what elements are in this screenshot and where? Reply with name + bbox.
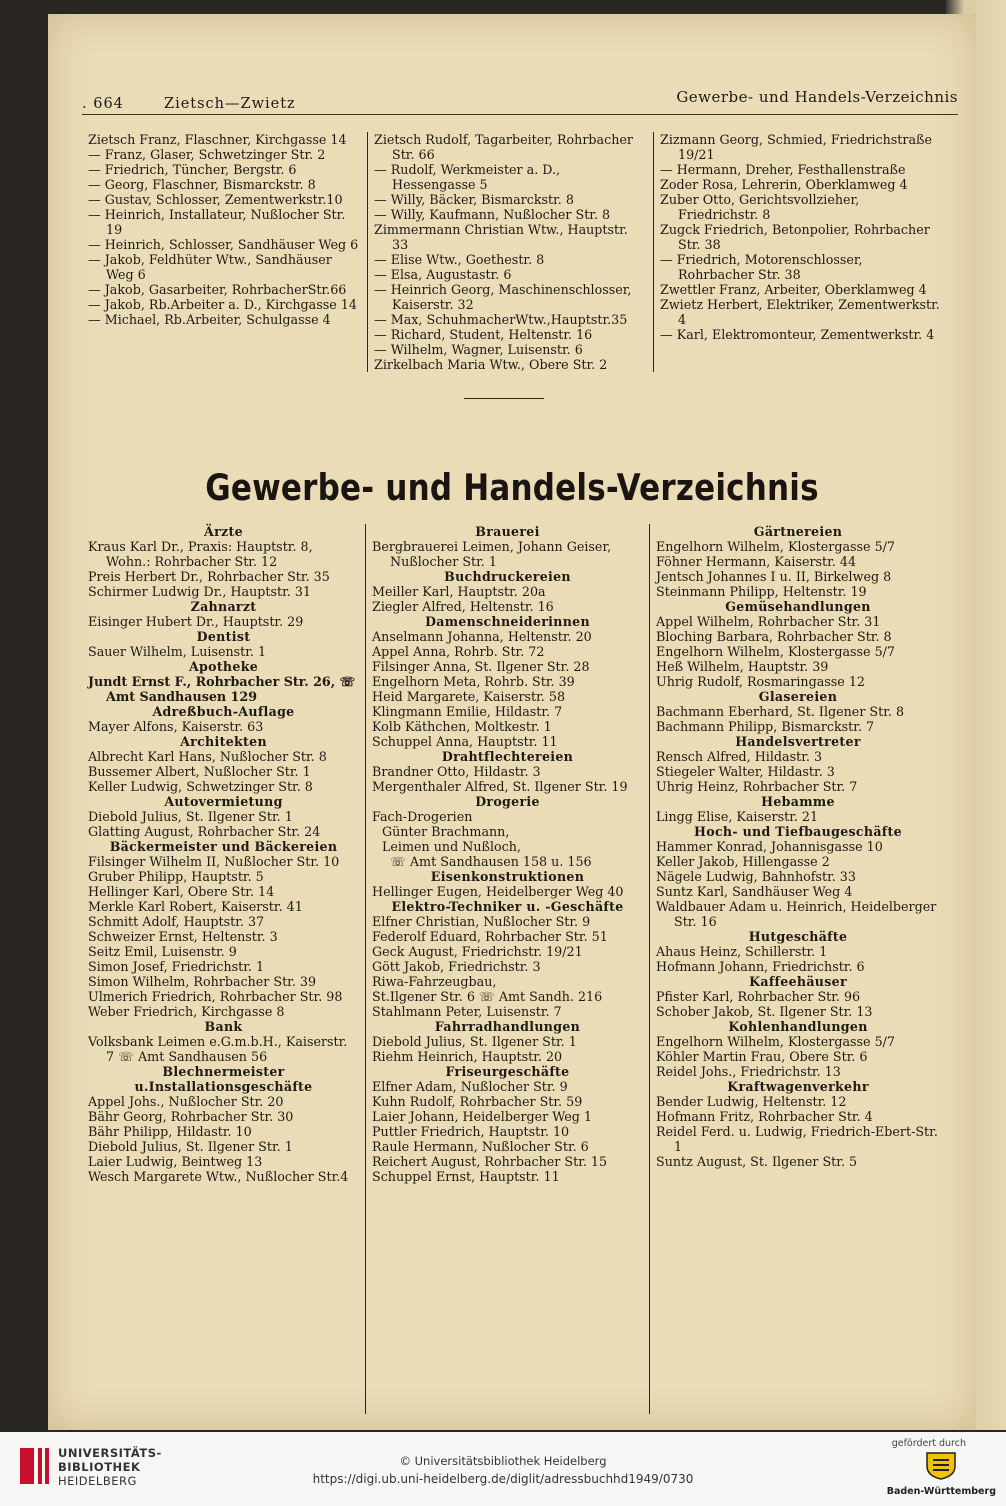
directory-col-3 [650,524,946,1414]
category-heading: Dentist [196,629,251,644]
business-entry: Ahaus Heinz, Schillerstr. 1 [656,944,828,959]
business-entry: Preis Herbert Dr., Rohrbacher Str. 35 [88,569,330,584]
business-entry: Glatting August, Rohrbacher Str. 24 [88,824,321,839]
resident-entry: Zimmermann Christian Wtw., Hauptstr. 33 [374,222,628,252]
business-entry: Appel Johs., Nußlocher Str. 20 [88,1094,284,1109]
business-entry: Schirmer Ludwig Dr., Hauptstr. 31 [88,584,311,599]
category-heading: Handelsvertreter [735,734,861,749]
resident-entry: — Max, SchuhmacherWtw.,Hauptstr.35 [374,312,628,327]
business-entry: Jundt Ernst F., Rohrbacher Str. 26, ☏ Amt Sandhausen 129 [88,674,356,704]
resident-entry: — Heinrich, Schlosser, Sandhäuser Weg 6 [88,237,359,252]
section-divider [464,398,544,399]
category-heading: Gärtnereien [753,524,843,539]
business-entry: Pfister Karl, Rohrbacher Str. 96 [656,989,861,1004]
business-entry: Reidel Ferd. u. Ludwig, Friedrich-Ebert-Str. 1 [656,1124,938,1154]
business-entry: Elfner Christian, Nußlocher Str. 9 [372,914,591,929]
business-entry: Heß Wilhelm, Hauptstr. 39 [656,659,829,674]
business-entry: Uhrig Heinz, Rohrbacher Str. 7 [656,779,858,794]
business-entry: Federolf Eduard, Rohrbacher Str. 51 [372,929,608,944]
directory-col-1 [82,524,366,1414]
category-heading: Gemüsehandlungen [725,599,871,614]
business-entry: Bloching Barbara, Rohrbacher Str. 8 [656,629,892,644]
category-heading: Hebamme [761,794,835,809]
resident-entry: — Karl, Elektromonteur, Zementwerkstr. 4 [660,327,935,342]
category-heading: Ärzte [204,524,243,539]
business-entry: Reichert August, Rohrbacher Str. 15 [372,1154,608,1169]
resident-entry: — Georg, Flaschner, Bismarckstr. 8 [88,177,316,192]
business-entry: Fach-Drogerien [372,809,473,824]
business-entry: Bähr Philipp, Hildastr. 10 [88,1124,252,1139]
library-name-line1: UNIVERSITÄTS- [58,1446,162,1460]
business-entry: Riwa-Fahrzeugbau, [372,974,497,989]
business-entry: Stahlmann Peter, Luisenstr. 7 [372,1004,562,1019]
category-heading: Apotheke [188,659,259,674]
business-entry: St.Ilgener Str. 6 ☏ Amt Sandh. 216 [372,989,603,1004]
left-running-head: Zietsch—Zwietz [164,96,296,112]
category-heading: Elektro-Techniker u. -Geschäfte [391,899,624,914]
resident-entry: — Elise Wtw., Goethestr. 8 [374,252,545,267]
category-heading: Fahrradhandlungen [434,1019,581,1034]
category-heading: Drogerie [475,794,540,809]
resident-entry: — Richard, Student, Heltenstr. 16 [374,327,593,342]
bw-coat-of-arms-icon [924,1450,958,1480]
business-entry: Hofmann Johann, Friedrichstr. 6 [656,959,865,974]
business-entry: Klingmann Emilie, Hildastr. 7 [372,704,563,719]
business-entry: Reidel Johs., Friedrichstr. 13 [656,1064,841,1079]
business-entry: Simon Josef, Friedrichstr. 1 [88,959,265,974]
business-entry: Kuhn Rudolf, Rohrbacher Str. 59 [372,1094,583,1109]
business-entry: Lingg Elise, Kaiserstr. 21 [656,809,819,824]
resident-entry: — Heinrich Georg, Maschinenschlosser, Kaiserstr. 32 [374,282,632,312]
copyright-text: © Universitätsbibliothek Heidelberg [399,1454,607,1468]
footer-bar [0,1432,1006,1506]
category-heading: Bäckermeister und Bäckereien [109,839,338,854]
business-entry: Diebold Julius, St. Ilgener Str. 1 [372,1034,577,1049]
business-entry: Suntz August, St. Ilgener Str. 5 [656,1154,858,1169]
business-entry: Schuppel Ernst, Hauptstr. 11 [372,1169,560,1184]
resident-entry: Zoder Rosa, Lehrerin, Oberklamweg 4 [660,177,908,192]
business-entry: Laier Ludwig, Beintweg 13 [88,1154,263,1169]
category-heading: Friseurgeschäfte [445,1064,570,1079]
business-entry: Gruber Philipp, Hauptstr. 5 [88,869,264,884]
business-entry: Rensch Alfred, Hildastr. 3 [656,749,823,764]
business-entry: Bussemer Albert, Nußlocher Str. 1 [88,764,311,779]
directory-page [48,14,976,1430]
business-entry: Bähr Georg, Rohrbacher Str. 30 [88,1109,294,1124]
category-heading: Autovermietung [164,794,283,809]
section-title: Gewerbe- und Handels-Verzeichnis [205,466,819,510]
resident-entry: Zietsch Franz, Flaschner, Kirchgasse 14 [88,132,347,147]
business-entry: Ziegler Alfred, Heltenstr. 16 [372,599,554,614]
business-entry: Schweizer Ernst, Heltenstr. 3 [88,929,278,944]
library-name-line3: HEIDELBERG [58,1474,137,1488]
business-entry: Engelhorn Wilhelm, Klostergasse 5/7 [656,1034,895,1049]
business-entry: Riehm Heinrich, Hauptstr. 20 [372,1049,563,1064]
business-entry: Hammer Konrad, Johannisgasse 10 [656,839,883,854]
business-entry: Anselmann Johanna, Heltenstr. 20 [372,629,592,644]
category-heading: Kohlenhandlungen [728,1019,868,1034]
directory-columns [82,524,960,1414]
library-name-line2: BIBLIOTHEK [58,1460,141,1474]
resident-entry: — Friedrich, Tüncher, Bergstr. 6 [88,162,297,177]
resident-entry: — Jakob, Feldhüter Wtw., Sandhäuser Weg 6 [88,252,332,282]
business-entry: Mergenthaler Alfred, St. Ilgener Str. 19 [372,779,628,794]
category-heading: Adreßbuch-Auflage [152,704,295,719]
business-entry: Simon Wilhelm, Rohrbacher Str. 39 [88,974,317,989]
residents-col-2 [368,132,654,372]
business-entry: Filsinger Wilhelm II, Nußlocher Str. 10 [88,854,340,869]
category-heading: Hutgeschäfte [748,929,848,944]
business-entry: Elfner Adam, Nußlocher Str. 9 [372,1079,568,1094]
page-number: . 664 [82,96,124,112]
category-heading: Zahnarzt [190,599,257,614]
business-entry: Köhler Martin Frau, Obere Str. 6 [656,1049,868,1064]
business-entry: Mayer Alfons, Kaiserstr. 63 [88,719,264,734]
resident-entry: Zirkelbach Maria Wtw., Obere Str. 2 [374,357,608,372]
business-entry: Waldbauer Adam u. Heinrich, Heidelberger Str. 16 [656,899,937,929]
business-entry: Filsinger Anna, St. Ilgener Str. 28 [372,659,590,674]
business-entry: Keller Jakob, Hillengasse 2 [656,854,830,869]
business-entry: Hellinger Karl, Obere Str. 14 [88,884,275,899]
residents-col-3 [654,132,946,372]
category-heading: Glasereien [758,689,838,704]
source-url-link[interactable]: https://digi.ub.uni-heidelberg.de/diglit/adressbuchhd1949/0730 [312,1472,694,1486]
business-entry: Appel Wilhelm, Rohrbacher Str. 31 [656,614,881,629]
category-heading: Damenschneiderinnen [425,614,590,629]
business-entry: Laier Johann, Heidelberger Weg 1 [372,1109,593,1124]
business-entry: Engelhorn Wilhelm, Klostergasse 5/7 [656,539,895,554]
business-entry: Geck August, Friedrichstr. 19/21 [372,944,583,959]
business-entry: Keller Ludwig, Schwetzinger Str. 8 [88,779,313,794]
resident-entry: — Wilhelm, Wagner, Luisenstr. 6 [374,342,583,357]
business-entry: Bender Ludwig, Heltenstr. 12 [656,1094,847,1109]
business-entry: Föhner Hermann, Kaiserstr. 44 [656,554,857,569]
category-heading: Kaffeehäuser [749,974,847,989]
business-entry: Jentsch Johannes I u. II, Birkelweg 8 [656,569,892,584]
business-entry: Albrecht Karl Hans, Nußlocher Str. 8 [88,749,327,764]
business-entry: Heid Margarete, Kaiserstr. 58 [372,689,566,704]
resident-entry: — Rudolf, Werkmeister a. D., Hessengasse 5 [374,162,561,192]
business-entry: Wesch Margarete Wtw., Nußlocher Str.4 [88,1169,349,1184]
business-entry: Uhrig Rudolf, Rosmaringasse 12 [656,674,865,689]
business-entry: Hofmann Fritz, Rohrbacher Str. 4 [656,1109,873,1124]
business-entry: Suntz Karl, Sandhäuser Weg 4 [656,884,853,899]
resident-entry: — Willy, Kaufmann, Nußlocher Str. 8 [374,207,611,222]
business-entry: Appel Anna, Rohrb. Str. 72 [372,644,545,659]
resident-entry: — Jakob, Rb.Arbeiter a. D., Kirchgasse 14 [88,297,357,312]
category-heading: Eisenkonstruktionen [430,869,585,884]
business-entry: Bergbrauerei Leimen, Johann Geiser, Nußlocher Str. 1 [372,539,612,569]
resident-entry: Zwettler Franz, Arbeiter, Oberklamweg 4 [660,282,927,297]
business-entry: Günter Brachmann, [382,824,510,839]
business-entry: Schober Jakob, St. Ilgener Str. 13 [656,1004,873,1019]
business-entry: Bachmann Philipp, Bismarckstr. 7 [656,719,875,734]
resident-entry: Zizmann Georg, Schmied, Friedrichstraße 19/21 [660,132,932,162]
business-entry: ☏ Amt Sandhausen 158 u. 156 [390,854,592,869]
business-entry: Engelhorn Meta, Rohrb. Str. 39 [372,674,575,689]
sponsor-name: Baden-Württemberg [886,1486,996,1497]
resident-entry: — Hermann, Dreher, Festhallenstraße [660,162,906,177]
resident-entry: — Gustav, Schlosser, Zementwerkstr.10 [88,192,343,207]
business-entry: Eisinger Hubert Dr., Hauptstr. 29 [88,614,304,629]
business-entry: Volksbank Leimen e.G.m.b.H., Kaiserstr. 7 ☏ Amt Sandhausen 56 [88,1034,348,1064]
business-entry: Steinmann Philipp, Heltenstr. 19 [656,584,867,599]
business-entry: Diebold Julius, St. Ilgener Str. 1 [88,809,293,824]
directory-col-2 [366,524,650,1414]
business-entry: Meiller Karl, Hauptstr. 20a [372,584,546,599]
business-entry: Raule Hermann, Nußlocher Str. 6 [372,1139,589,1154]
business-entry: Schmitt Adolf, Hauptstr. 37 [88,914,265,929]
business-entry: Ulmerich Friedrich, Rohrbacher Str. 98 [88,989,343,1004]
business-entry: Seitz Emil, Luisenstr. 9 [88,944,237,959]
category-heading: Kraftwagenverkehr [727,1079,869,1094]
business-entry: Engelhorn Wilhelm, Klostergasse 5/7 [656,644,895,659]
resident-entry: — Elsa, Augustastr. 6 [374,267,512,282]
business-entry: Kolb Käthchen, Moltkestr. 1 [372,719,552,734]
business-entry: Bachmann Eberhard, St. Ilgener Str. 8 [656,704,905,719]
resident-entry: Zugck Friedrich, Betonpolier, Rohrbacher Str. 38 [660,222,930,252]
category-heading: Architekten [180,734,267,749]
resident-entry: — Willy, Bäcker, Bismarckstr. 8 [374,192,574,207]
business-entry: Leimen und Nußloch, [382,839,521,854]
category-heading: Blechnermeister u.Installationsgeschäfte [134,1064,313,1094]
business-entry: Kraus Karl Dr., Praxis: Hauptstr. 8, Wohn.: Rohrbacher Str. 12 [88,539,313,569]
business-entry: Stiegeler Walter, Hildastr. 3 [656,764,835,779]
sponsor-label: gefördert durch [891,1438,966,1449]
resident-entry: — Heinrich, Installateur, Nußlocher Str. 19 [88,207,346,237]
business-entry: Gött Jakob, Friedrichstr. 3 [372,959,541,974]
category-heading: Brauerei [475,524,540,539]
resident-entry: Zwietz Herbert, Elektriker, Zementwerkstr. 4 [660,297,940,327]
category-heading: Hoch- und Tiefbaugeschäfte [694,824,902,839]
business-entry: Puttler Friedrich, Hauptstr. 10 [372,1124,570,1139]
business-entry: Nägele Ludwig, Bahnhofstr. 33 [656,869,856,884]
category-heading: Buchdruckereien [444,569,571,584]
business-entry: Sauer Wilhelm, Luisenstr. 1 [88,644,267,659]
resident-entry: — Friedrich, Motorenschlosser, Rohrbacher Str. 38 [660,252,863,282]
page-header [82,88,958,115]
resident-entry: — Michael, Rb.Arbeiter, Schulgasse 4 [88,312,331,327]
business-entry: Schuppel Anna, Hauptstr. 11 [372,734,558,749]
category-heading: Bank [204,1019,243,1034]
resident-entry: — Franz, Glaser, Schwetzinger Str. 2 [88,147,326,162]
business-entry: Hellinger Eugen, Heidelberger Weg 40 [372,884,624,899]
resident-entry: — Jakob, Gasarbeiter, RohrbacherStr.66 [88,282,347,297]
right-running-head: Gewerbe- und Handels-Verzeichnis [676,88,958,106]
residents-columns [82,132,960,372]
business-entry: Diebold Julius, St. Ilgener Str. 1 [88,1139,293,1154]
business-entry: Merkle Karl Robert, Kaiserstr. 41 [88,899,303,914]
residents-col-1 [82,132,368,372]
business-entry: Brandner Otto, Hildastr. 3 [372,764,541,779]
resident-entry: Zuber Otto, Gerichtsvollzieher, Friedrichstr. 8 [660,192,860,222]
category-heading: Drahtflechtereien [441,749,574,764]
resident-entry: Zietsch Rudolf, Tagarbeiter, Rohrbacher Str. 66 [374,132,633,162]
business-entry: Weber Friedrich, Kirchgasse 8 [88,1004,285,1019]
